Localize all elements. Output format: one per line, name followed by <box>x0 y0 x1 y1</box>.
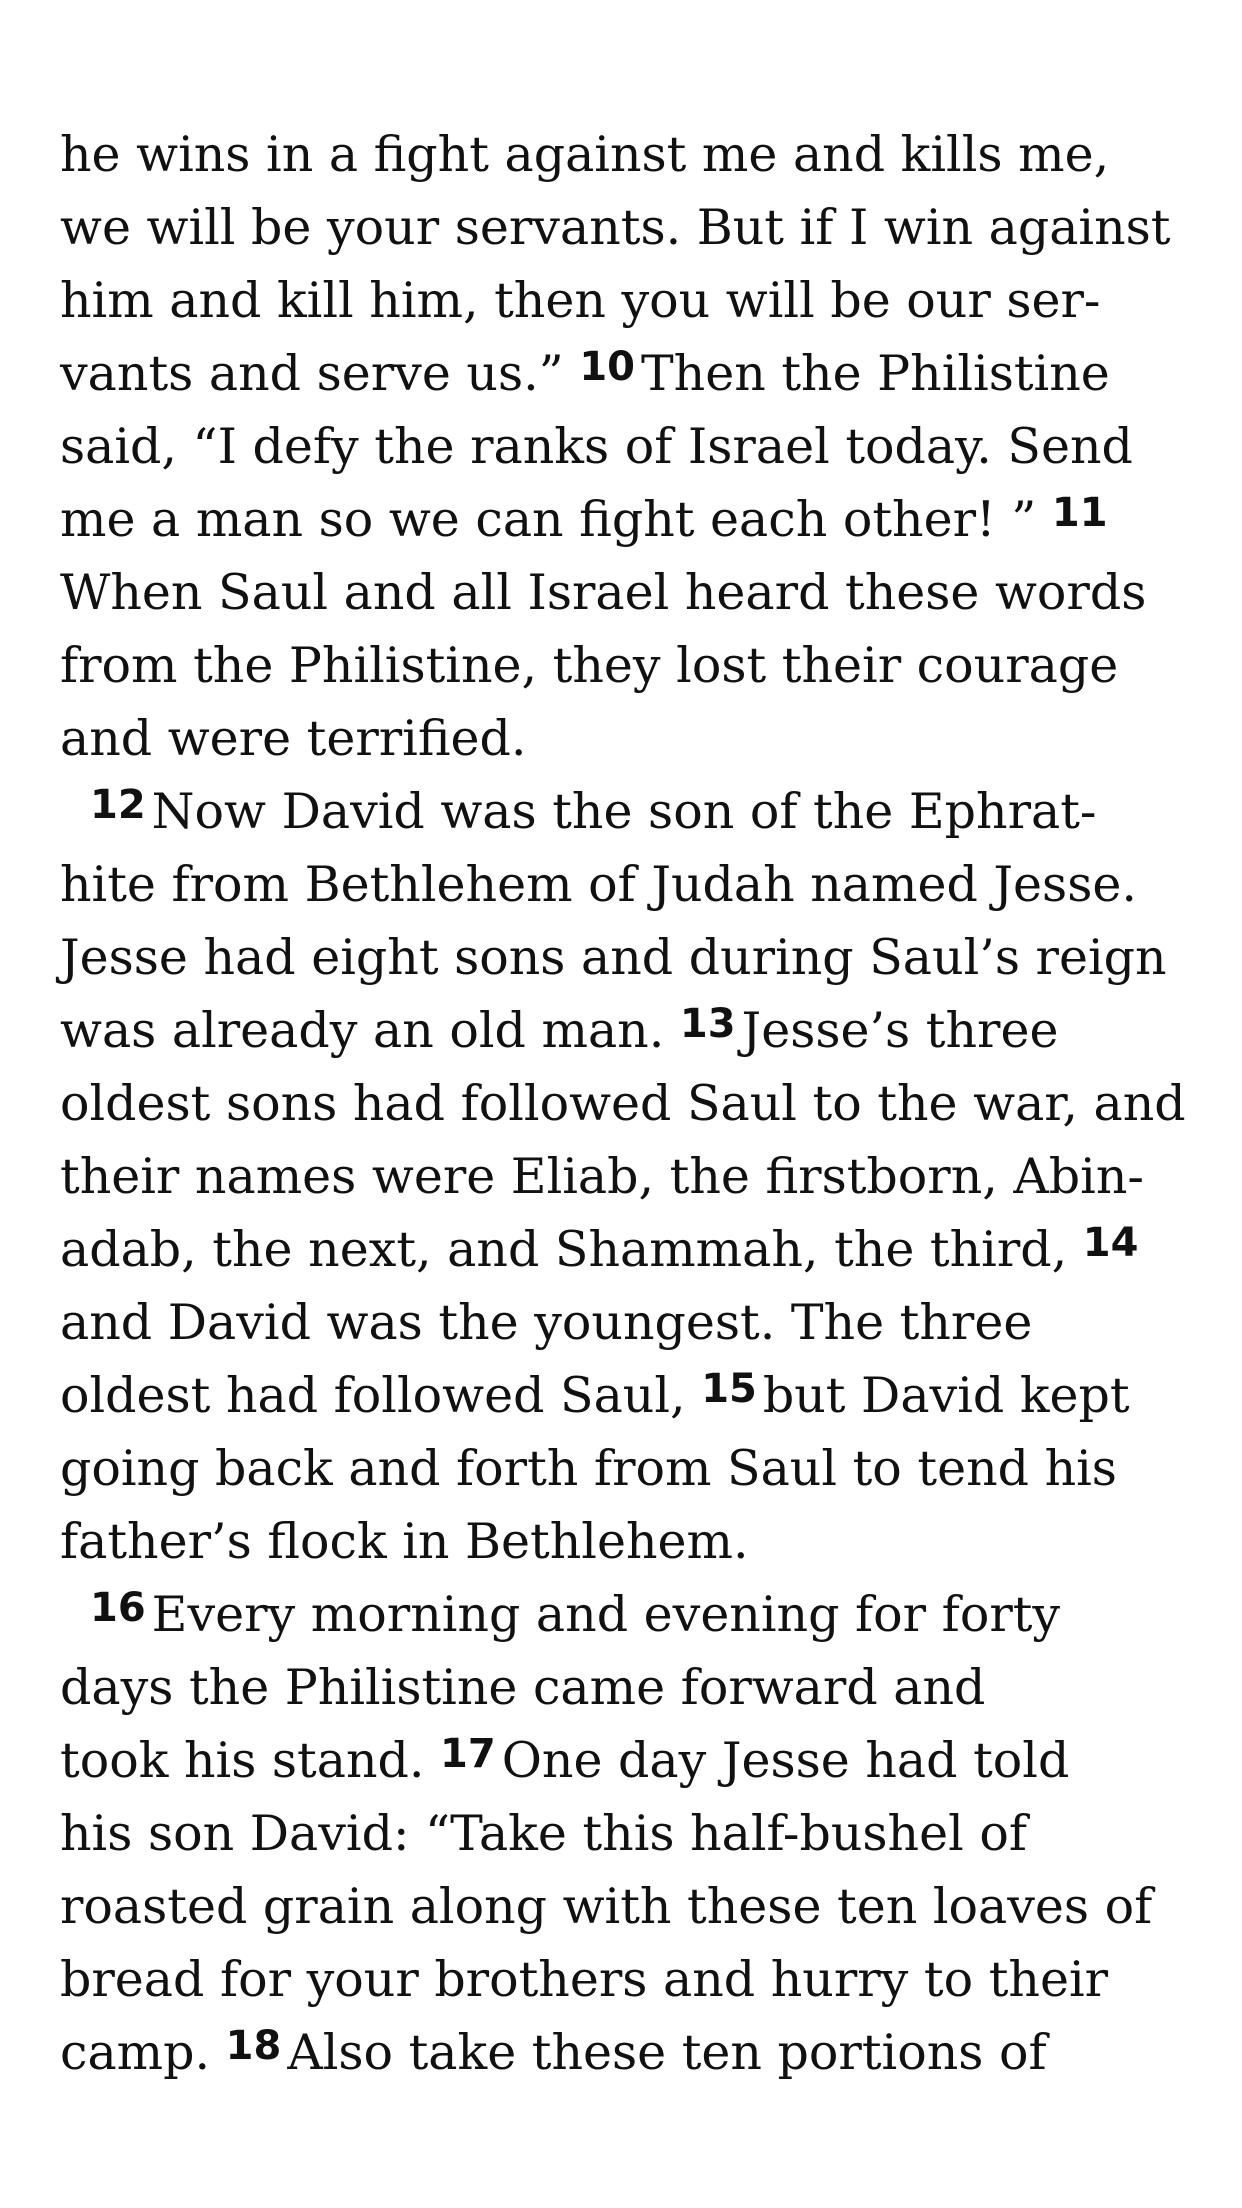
verse-text: Every morning and evening for forty <box>151 1586 1061 1643</box>
text-line <box>60 1140 1190 1213</box>
verse-text: Jesse had eight sons and during Saul’s reign <box>60 929 1167 986</box>
text-line <box>60 1505 1190 1578</box>
text-line <box>60 702 1190 775</box>
verse-number: 10 <box>579 344 635 390</box>
verse-number: 18 <box>225 2023 282 2069</box>
text-line <box>60 1724 1190 1797</box>
verse-text: and were terrified. <box>60 710 527 767</box>
text-line <box>60 1286 1190 1359</box>
verse-text: One day Jesse had told <box>501 1732 1070 1789</box>
verse-text: from the Philistine, they lost their courage <box>60 637 1119 694</box>
text-line <box>60 1943 1190 2016</box>
verse-text: roasted grain along with these ten loaves of <box>60 1878 1153 1935</box>
text-line <box>60 775 1190 848</box>
verse-text: he wins in a fight against me and kills me, <box>60 126 1110 183</box>
verse-text: me a man so we can fight each other! ” <box>60 491 1052 548</box>
text-line <box>60 410 1190 483</box>
verse-text: days the Philistine came forward and <box>60 1659 986 1716</box>
verse-text: him and kill him, then you will be our ser- <box>60 272 1101 329</box>
verse-text: said, “I defy the ranks of Israel today. Send <box>60 418 1133 475</box>
verse-text: their names were Eliab, the firstborn, Abin- <box>60 1148 1144 1205</box>
text-line <box>60 629 1190 702</box>
verse-text: oldest had followed Saul, <box>60 1367 702 1424</box>
verse-text: his son David: “Take this half-bushel of <box>60 1805 1027 1862</box>
verse-text: When Saul and all Israel heard these words <box>60 564 1147 621</box>
reading-page <box>60 118 1190 2089</box>
text-line <box>60 191 1190 264</box>
text-line <box>60 1870 1190 1943</box>
verse-text: father’s flock in Bethlehem. <box>60 1513 749 1570</box>
verse-text: but David kept <box>762 1367 1130 1424</box>
verse-text: adab, the next, and Shammah, the third, <box>60 1221 1083 1278</box>
verse-text: hite from Bethlehem of Judah named Jesse. <box>60 856 1137 913</box>
text-line <box>60 994 1190 1067</box>
text-line <box>60 1359 1190 1432</box>
verse-text: we will be your servants. But if I win against <box>60 199 1171 256</box>
verse-text: bread for your brothers and hurry to their <box>60 1951 1109 2008</box>
text-line <box>60 1432 1190 1505</box>
verse-text: going back and forth from Saul to tend his <box>60 1440 1117 1497</box>
text-line <box>60 264 1190 337</box>
verse-text: took his stand. <box>60 1732 441 1789</box>
verse-number: 11 <box>1051 490 1108 536</box>
text-line <box>60 1797 1190 1870</box>
text-line <box>60 118 1190 191</box>
verse-number: 14 <box>1082 1220 1139 1266</box>
verse-number: 15 <box>701 1366 757 1412</box>
text-line <box>60 921 1190 994</box>
verse-number: 17 <box>440 1731 496 1777</box>
verse-number: 13 <box>679 1001 736 1047</box>
text-line <box>60 1578 1190 1651</box>
text-line <box>60 556 1190 629</box>
text-line <box>60 483 1190 556</box>
verse-text: oldest sons had followed Saul to the war, and <box>60 1075 1186 1132</box>
text-line <box>60 2016 1190 2089</box>
verse-text: vants and serve us.” <box>60 345 580 402</box>
verse-number: 16 <box>90 1585 146 1631</box>
text-line <box>60 1651 1190 1724</box>
verse-text: and David was the youngest. The three <box>60 1294 1033 1351</box>
verse-text: was already an old man. <box>60 1002 680 1059</box>
verse-number: 12 <box>90 782 146 828</box>
verse-text: Jesse’s three <box>741 1002 1059 1059</box>
verse-text: Then the Philistine <box>640 345 1110 402</box>
verse-text: Also take these ten portions of <box>287 2024 1047 2081</box>
verse-text: camp. <box>60 2024 226 2081</box>
text-line <box>60 1067 1190 1140</box>
text-line <box>60 1213 1190 1286</box>
text-line <box>60 337 1190 410</box>
text-line <box>60 848 1190 921</box>
verse-text: Now David was the son of the Ephrat- <box>151 783 1097 840</box>
